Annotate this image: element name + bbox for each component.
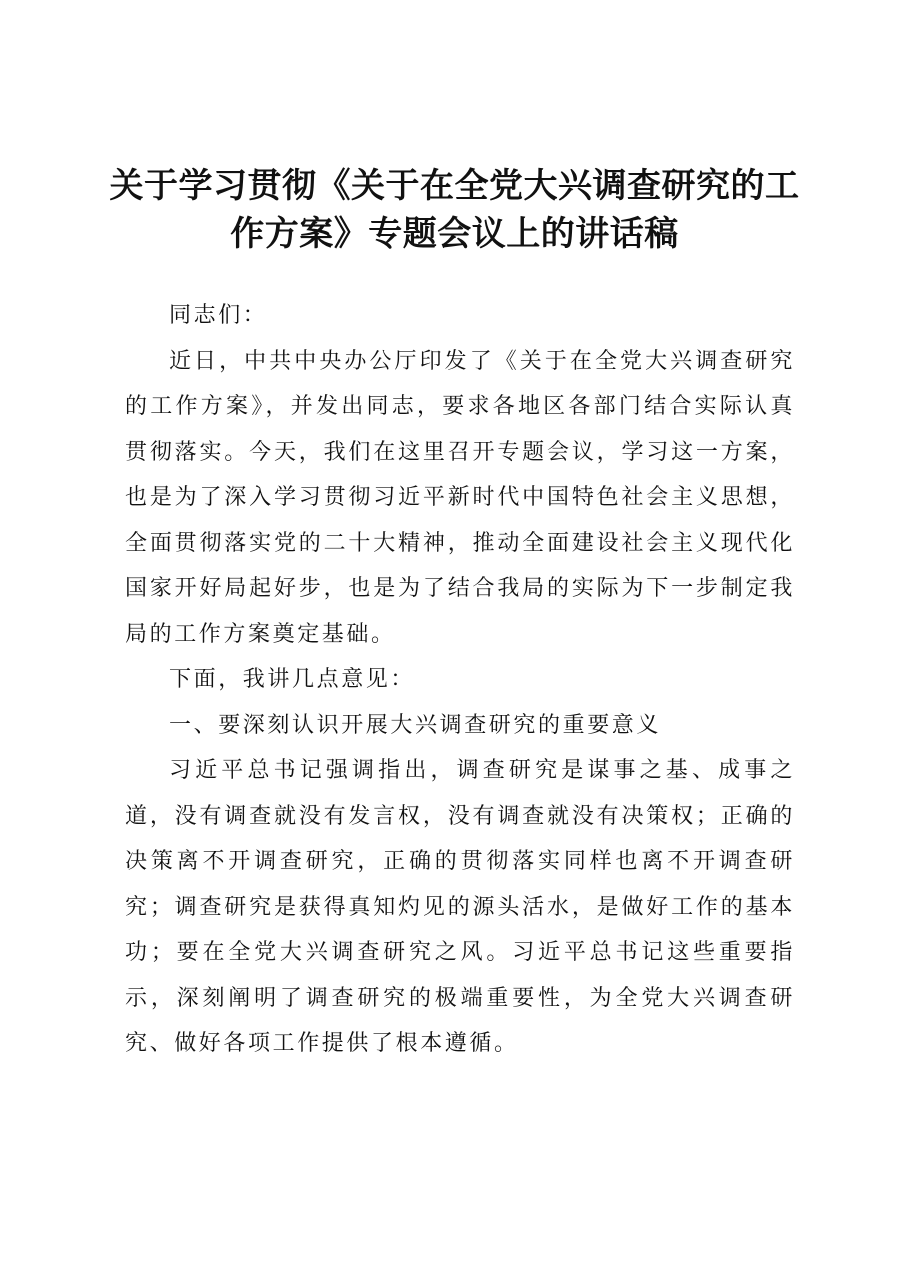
- section-heading-1: 一、要深刻认识开展大兴调查研究的重要意义: [169, 712, 662, 738]
- title-line-1: 关于学习贯彻《关于在全党大兴调查研究的工: [109, 166, 800, 206]
- paragraph-intro: 近日，中共中央办公厅印发了《关于在全党大兴调查研究的工作方案》，并发出同志，要求各地区各部门结合实际认真贯彻落实。今天，我们在这里召开专题会议，学习这一方案，也是为了深入学习贯彻习近平新时代中国特色社会主义思想，全面贯彻落实党的二十大精神，推动全面建设社会主义现代化国家开好局起好步，也是为了结合我局的实际为下一步制定我局的工作方案奠定基础。: [125, 348, 795, 647]
- paragraph-section-1: 习近平总书记强调指出，调查研究是谋事之基、成事之道，没有调查就没有发言权，没有调查就没有决策权；正确的决策离不开调查研究，正确的贯彻落实同样也离不开调查研究；调查研究是获得真知灼见的源头活水，是做好工作的基本功；要在全党大兴调查研究之风。习近平总书记这些重要指示，深刻阐明了调查研究的极端重要性，为全党大兴调查研究、做好各项工作提供了根本遵循。: [125, 758, 795, 1056]
- salutation: 同志们：: [169, 303, 268, 328]
- paragraph-transition: 下面，我讲几点意见：: [169, 667, 416, 692]
- document-title: [100, 162, 809, 258]
- title-line-2: 作方案》专题会议上的讲话稿: [230, 214, 679, 254]
- document-body: [125, 293, 795, 1067]
